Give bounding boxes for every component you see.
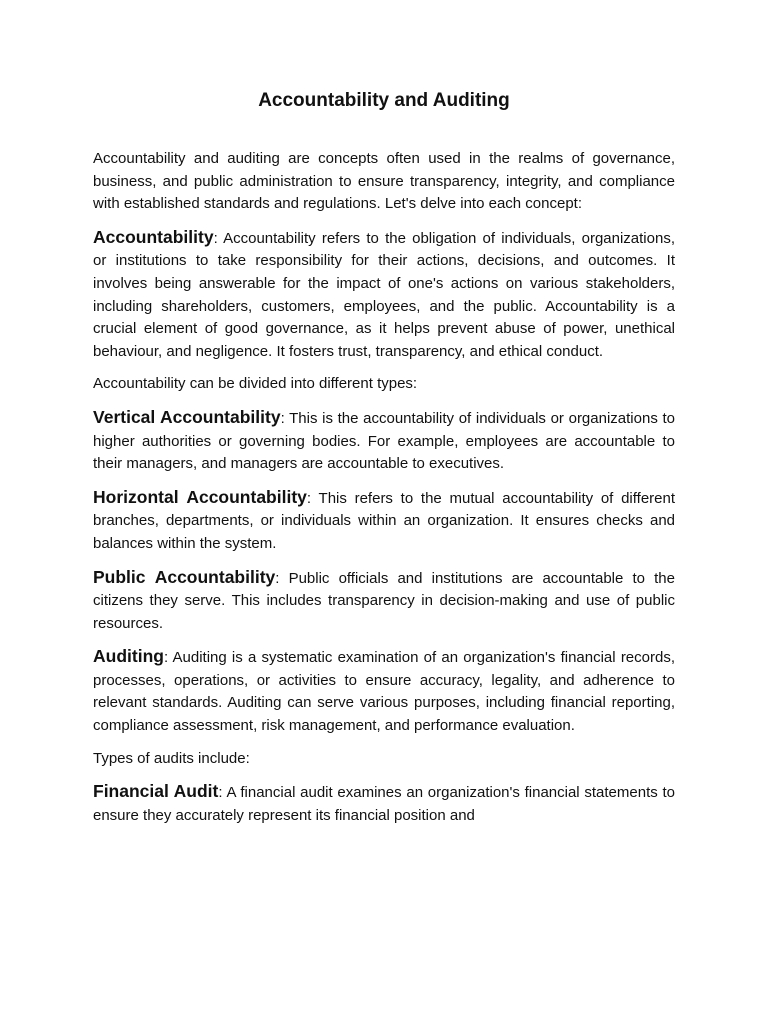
audit-types-intro-paragraph: Types of audits include:: [93, 749, 250, 767]
horizontal-accountability-term: Horizontal Accountability: [93, 486, 307, 507]
financial-audit-paragraph: [93, 780, 675, 827]
accountability-term: Accountability: [93, 226, 214, 247]
vertical-accountability-paragraph: [93, 406, 675, 476]
public-accountability-text: : Public officials and institutions are accountable to the citizens they serve. This includes transparency in decision-making and use of public resources.: [93, 569, 675, 632]
vertical-accountability-text: : This is the accountability of individuals or organizations to higher authorities or governing bodies. For example, employees are accountable to their managers, and managers are accountable to executives.: [93, 409, 675, 473]
horizontal-accountability-paragraph: [93, 486, 675, 556]
accountability-paragraph: [93, 226, 675, 364]
types-intro-paragraph: Accountability can be divided into different types:: [93, 375, 418, 393]
financial-audit-text: : A financial audit examines an organization's financial statements to ensure they accurately represent its financial position and: [93, 784, 675, 824]
accountability-text: : Accountability refers to the obligation of individuals, organizations, or institutions to take responsibility for their actions, decisions, and outcomes. It involves being answerable for the impact of one's actions on various stakeholders, including shareholders, customers, employees, and the public. Accountability is a crucial element of good governance, as it helps prevent abuse of power, unethical behaviour, and negligence. It fosters trust, transparency, and ethical conduct.: [93, 229, 675, 360]
public-accountability-term: Public Accountability: [93, 566, 276, 587]
financial-audit-term: Financial Audit: [93, 781, 219, 802]
vertical-accountability-term: Vertical Accountability: [93, 406, 281, 427]
document-body: [93, 148, 675, 837]
intro-paragraph: Accountability and auditing are concepts often used in the realms of governance, business, and public administration to ensure transparency, integrity, and compliance with established standards and regulations. Let's delve into each concept:: [93, 150, 675, 213]
document-title: Accountability and Auditing: [258, 90, 510, 111]
horizontal-accountability-text: : This refers to the mutual accountability of different branches, departments, or individuals within an organization. It ensures checks and balances within the system.: [93, 489, 676, 552]
auditing-text: : Auditing is a systematic examination of an organization's financial records, processes, operations, or activities to ensure accuracy, legality, and adherence to relevant standards. Auditing can serve various purposes, including financial reporting, compliance assessment, risk management, and performance evaluation.: [93, 649, 675, 735]
auditing-paragraph: [93, 645, 675, 737]
auditing-term: Auditing: [93, 646, 164, 667]
public-accountability-paragraph: [93, 566, 675, 636]
